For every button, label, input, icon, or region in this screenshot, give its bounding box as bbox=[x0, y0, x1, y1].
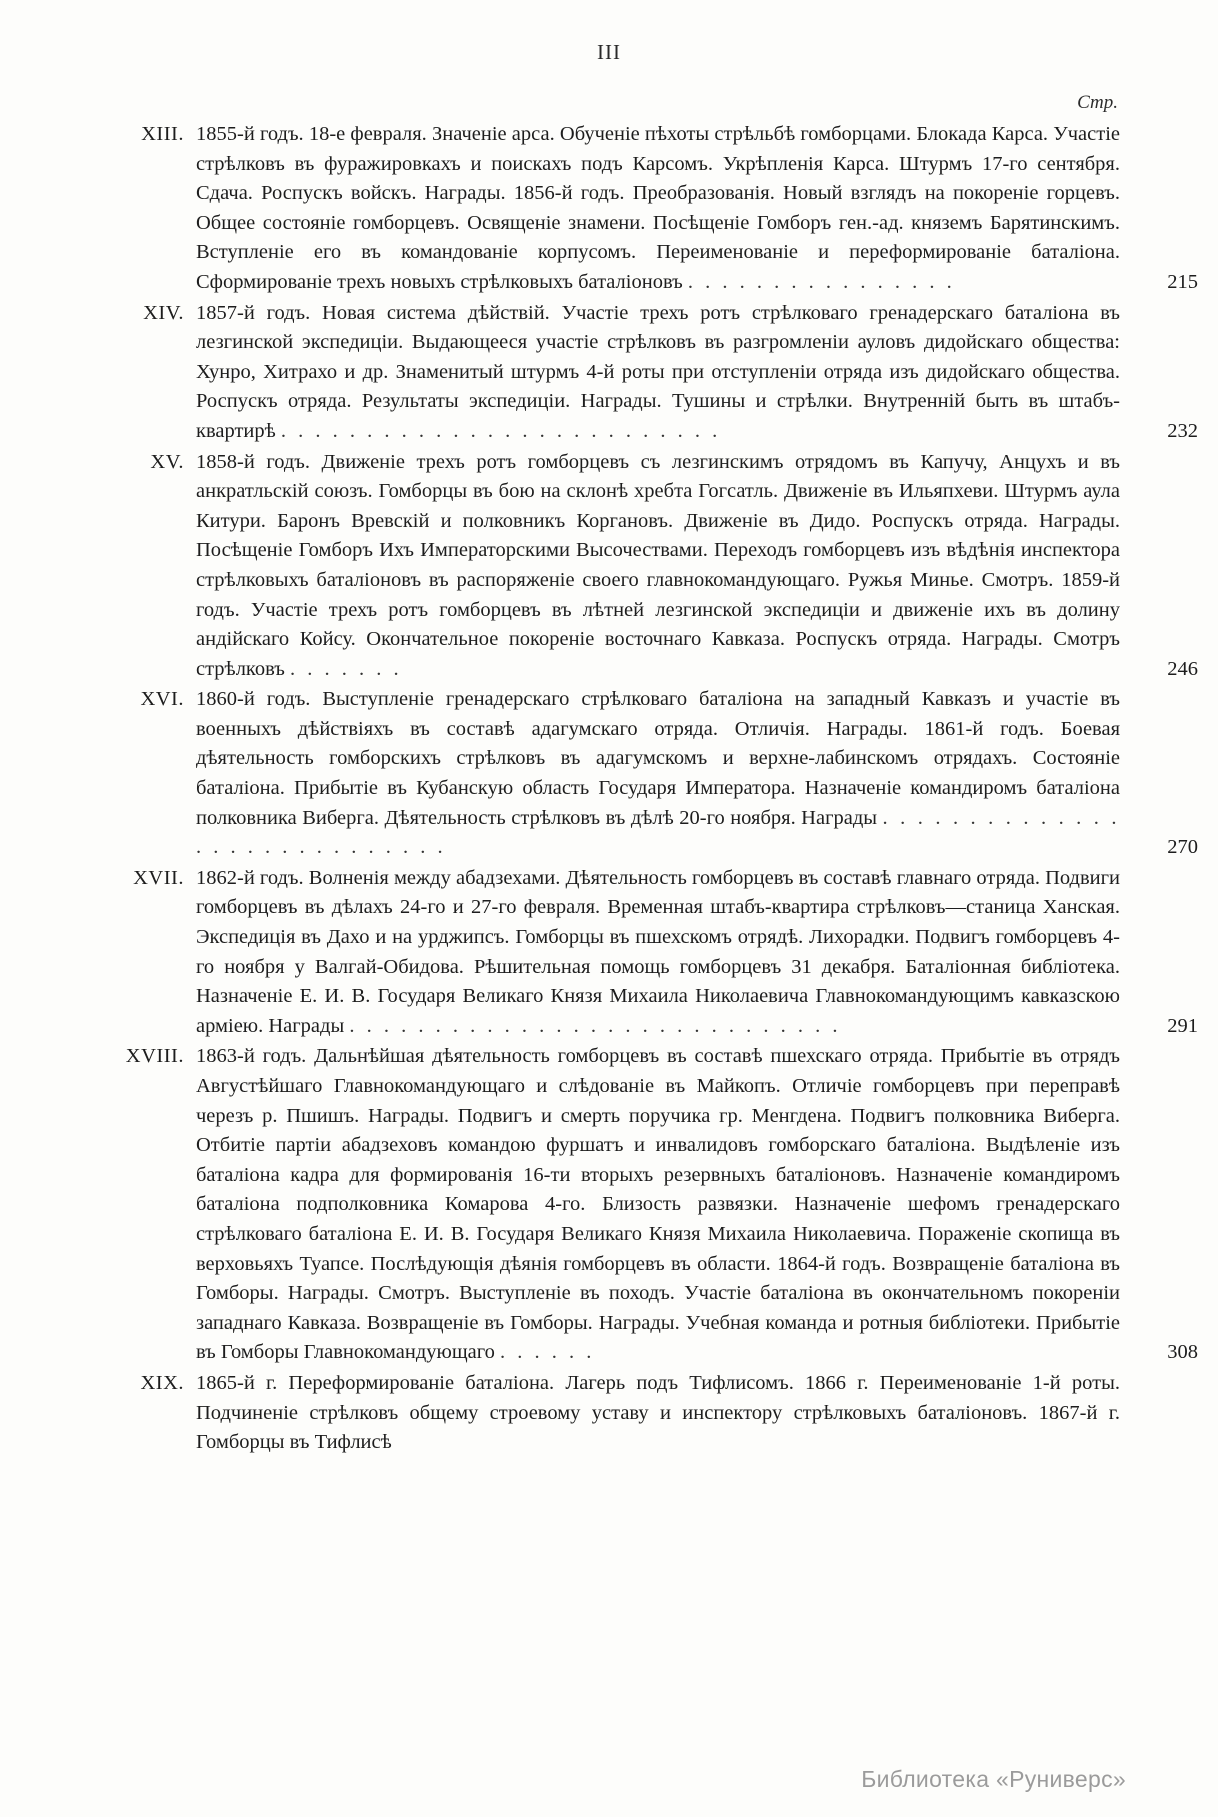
column-header-pages: Стр. bbox=[1077, 92, 1118, 113]
leader-dots: . . . . . . . . . . . . . . . . bbox=[687, 270, 956, 293]
toc-entry-numeral: XIII. bbox=[141, 123, 184, 145]
toc-entry-text: 1855-й годъ. 18-е февраля. Значеніе арса. Обученіе пѣхоты стрѣльбѣ гомборцами. Блокада Карса. Участіе стрѣлковъ въ фуражировкахъ и поискахъ подъ Карсомъ. Укрѣпленія Карса. Штурмъ 17-го сентября. Сдача. Роспускъ войскъ. Награды. 1856-й годъ. Преобразованія. Новый взглядъ на покореніе горцевъ. Общее состояніе гомборцевъ. Освященіе знамени. Посѣщеніе Гомборъ ген.-ад. княземъ Барятинскимъ. Вступленіе его въ командованіе корпусомъ. Переименованіе и переформированіе баталіона. Сформированіе трехъ новыхъ стрѣлковыхъ баталіоновъ bbox=[196, 123, 1120, 293]
toc-entry bbox=[100, 864, 1198, 1042]
leader-dots: . . . . . . . . . . . . . . . . . . . . . . . . . . bbox=[280, 419, 721, 442]
library-watermark: Библиотека «Руниверс» bbox=[861, 1766, 1126, 1792]
toc-entry-page: 308 bbox=[1167, 1341, 1198, 1364]
leader-dots: . . . . . . . . . . . . . . . . . . . . . . . . . . . . . bbox=[196, 806, 1121, 859]
toc-entry-page: 232 bbox=[1167, 419, 1198, 442]
toc-entry-page: 215 bbox=[1167, 270, 1198, 293]
table-of-contents bbox=[100, 120, 1198, 1459]
toc-entry-body bbox=[196, 1369, 1120, 1458]
toc-entry bbox=[100, 120, 1198, 298]
toc-entry-numeral: XIX. bbox=[140, 1371, 184, 1394]
leader-dots: . . . . . . . bbox=[289, 657, 403, 680]
toc-entry-numeral: XIV. bbox=[143, 301, 184, 324]
toc-entry-body bbox=[196, 685, 1198, 863]
leader-dots: . . . . . . . . . . . . . . . . . . . . . . . . . . . . . bbox=[349, 1014, 841, 1037]
toc-entry-text: 1863-й годъ. Дальнѣйшая дѣятельность гомборцевъ въ составѣ пшехскаго отряда. Прибытіе въ отрядъ Августѣйшаго Главнокомандующаго и слѣдованіе въ Майкопъ. Отличіе гомборцевъ при переправѣ черезъ р. Пшишъ. Награды. Подвигъ и смерть поручика гр. Менгдена. Подвигъ полковника Виберга. Отбитіе партіи абадзеховъ командою фуршатъ и инвалидовъ гомборскаго баталіона. Выдѣленіе изъ баталіона кадра для формированія 16-ти вторыхъ резервныхъ баталіоновъ. Назначеніе командиромъ баталіона подполковника Комарова 4-го. Близость развязки. Назначеніе шефомъ гренадерскаго стрѣлковаго баталіона Е. И. В. Государя Великаго Князя Михаила Николаевича. Пораженіе скопища въ верховьяхъ Туапсе. Послѣдующія дѣянія гомборцевъ въ области. 1864-й годъ. Возвращеніе баталіона въ Гомборы. Награды. Смотръ. Выступленіе въ походъ. Участіе баталіона въ окончательномъ покореніи западнаго Кавказа. Возвращеніе въ Гомборы. Награды. Учебная команда и ротныя библіотеки. Прибытіе въ Гомборы Главнокомандующаго bbox=[196, 1045, 1120, 1364]
toc-entry-page: 270 bbox=[1167, 836, 1198, 859]
toc-entry-body bbox=[196, 1042, 1198, 1368]
toc-entry-body bbox=[196, 448, 1198, 685]
toc-entry-numeral: XVIII. bbox=[125, 1045, 184, 1068]
toc-entry-numeral: XV. bbox=[150, 450, 184, 473]
toc-entry-body bbox=[196, 299, 1198, 447]
toc-entry-body bbox=[196, 864, 1198, 1042]
page-folio: III bbox=[597, 40, 621, 64]
leader-dots: . . . . . . bbox=[499, 1341, 595, 1364]
toc-entry bbox=[100, 1369, 1120, 1458]
toc-entry-numeral: XVII. bbox=[133, 866, 184, 889]
toc-entry-page: 246 bbox=[1167, 657, 1198, 680]
toc-entry bbox=[100, 685, 1198, 863]
toc-entry-text: 1860-й годъ. Выступленіе гренадерскаго стрѣлковаго баталіона на западный Кавказъ и участіе въ военныхъ дѣйствіяхъ въ составѣ адагумскаго отряда. Отличія. Награды. 1861-й годъ. Боевая дѣятельность гомборскихъ стрѣлковъ въ адагумскомъ и верхне-лабинскомъ отрядахъ. Состояніе баталіона. Прибытіе въ Кубанскую область Государя Императора. Назначеніе командиромъ баталіона полковника Виберга. Дѣятельность стрѣлковъ въ дѣлѣ 20-го ноября. Награды bbox=[196, 688, 1120, 829]
toc-entry-body bbox=[196, 120, 1198, 298]
toc-entry-numeral: XVI. bbox=[140, 688, 184, 711]
toc-entry-text: 1865-й г. Переформированіе баталіона. Лагерь подъ Тифлисомъ. 1866 г. Переименованіе 1-й роты. Подчиненіе стрѣлковъ общему строевому уставу и инспектору стрѣлковыхъ баталіоновъ. 1867-й г. Гомборцы въ Тифлисѣ bbox=[196, 1371, 1120, 1454]
toc-entry-text: 1857-й годъ. Новая система дѣйствій. Участіе трехъ ротъ стрѣлковаго гренадерскаго баталіона въ лезгинской экспедиціи. Выдающееся участіе стрѣлковъ въ разгромленіи ауловъ дидойскаго общества: Хунро, Хитрахо и др. Знаменитый штурмъ 4-й роты при отступленіи отряда изъ дидойскаго общества. Роспускъ отряда. Результаты экспедиціи. Награды. Тушины и стрѣлки. Внутренній быть въ штабъ-квартирѣ bbox=[196, 301, 1120, 442]
toc-entry bbox=[100, 448, 1198, 685]
toc-entry bbox=[100, 299, 1198, 447]
toc-entry bbox=[100, 1042, 1198, 1368]
toc-entry-page: 291 bbox=[1167, 1014, 1198, 1037]
toc-entry-text: 1858-й годъ. Движеніе трехъ ротъ гомборцевъ съ лезгинскимъ отрядомъ въ Капучу, Анцухъ и въ анкратльскій союзъ. Гомборцы въ бою на склонѣ хребта Гогсатль. Движеніе въ Ильяпхеви. Штурмъ аула Китури. Баронъ Вревскій и полковникъ Коргановъ. Движеніе въ Дидо. Роспускъ отряда. Награды. Посѣщеніе Гомборъ Ихъ Императорскими Высочествами. Переходъ гомборцевъ изъ вѣдѣнія инспектора стрѣлковыхъ баталіоновъ въ распоряженіе своего главнокомандующаго. Ружья Минье. Смотръ. 1859-й годъ. Участіе трехъ ротъ гомборцевъ въ лѣтней лезгинской экспедиціи и движеніе ихъ въ долину андійскаго Койсу. Окончательное покореніе восточнаго Кавказа. Роспускъ отряда. Награды. Смотръ стрѣлковъ bbox=[196, 450, 1120, 680]
toc-entry-text: 1862-й годъ. Волненія между абадзехами. Дѣятельность гомборцевъ въ составѣ главнаго отряда. Подвиги гомборцевъ въ дѣлахъ 24-го и 27-го февраля. Временная штабъ-квартира стрѣлковъ—станица Ханская. Экспедиція въ Дахо и на урджипсъ. Гомборцы въ пшехскомъ отрядѣ. Лихорадки. Подвигъ гомборцевъ 4-го ноября у Валгай-Обидова. Рѣшительная помощь гомборцевъ 31 декабря. Баталіонная библіотека. Назначеніе Е. И. В. Государя Великаго Князя Михаила Николаевича Главнокомандующимъ кавказскою арміею. Награды bbox=[196, 866, 1120, 1037]
